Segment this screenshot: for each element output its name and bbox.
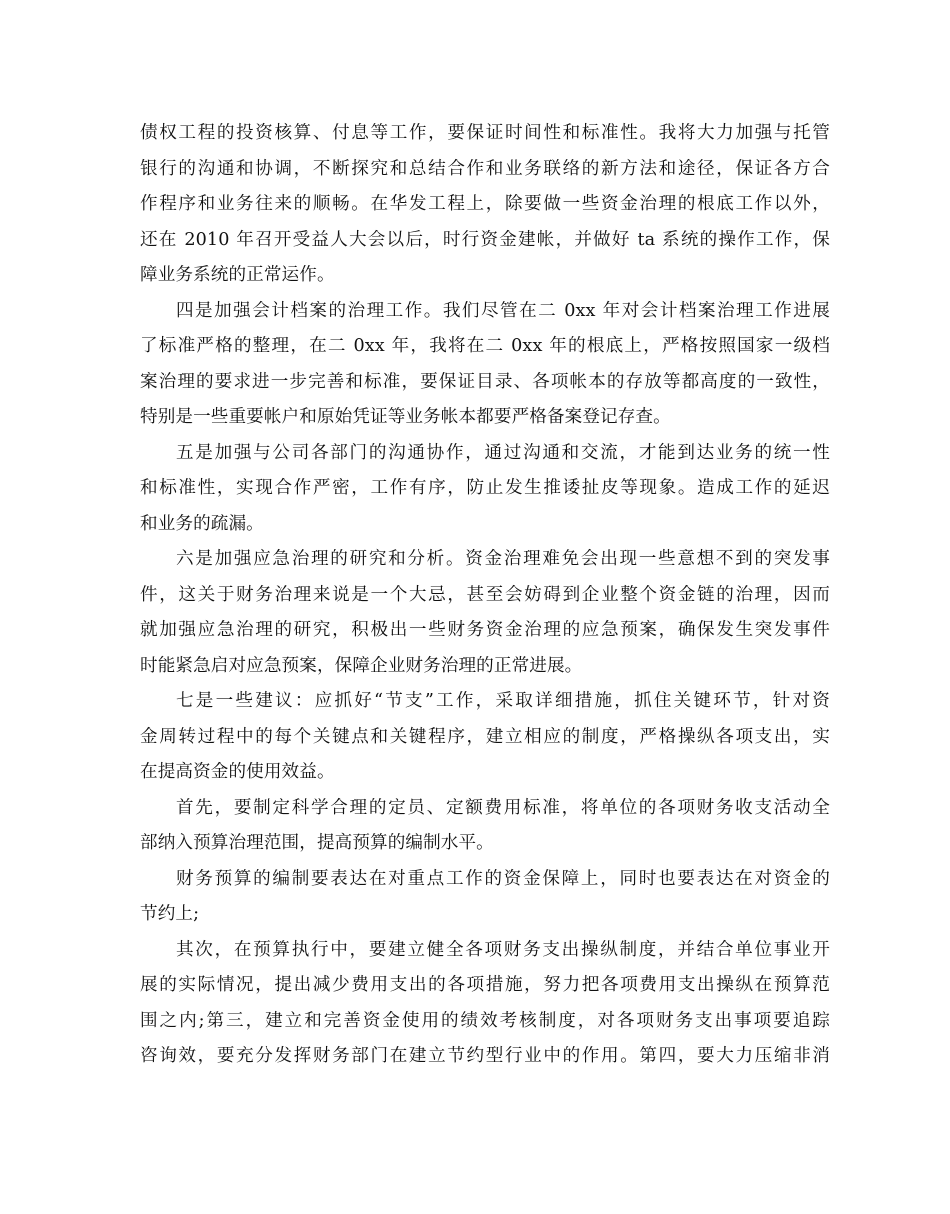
text-line: 债权工程的投资核算、付息等工作，要保证时间性和标准性。我将大力加强与托管 — [140, 123, 830, 143]
text-line: 部纳入预算治理范围，提高预算的编制水平。 — [140, 833, 494, 853]
text-line: 首先，要制定科学合理的定员、定额费用标准，将单位的各项财务收支活动全 — [176, 797, 830, 818]
text-line: 节约上; — [140, 904, 200, 924]
text-line: 件，这关于财务治理来说是一个大忌，甚至会妨碍到企业整个资金链的治理，因而 — [140, 584, 830, 605]
text-line: 五是加强与公司各部门的沟通协作，通过沟通和交流，才能到达业务的统一性 — [176, 442, 830, 463]
text-line: 案治理的要求进一步完善和标准，要保证目录、各项帐本的存放等都高度的一致性， — [140, 371, 830, 392]
document-body — [140, 116, 830, 1075]
text-line: 就加强应急治理的研究，积极出一些财务资金治理的应急预案，确保发生突发事件 — [140, 620, 830, 640]
text-line: 六是加强应急治理的研究和分析。资金治理难免会出现一些意想不到的突发事 — [176, 549, 830, 569]
text-line: 在提高资金的使用效益。 — [140, 762, 335, 782]
text-line: 金周转过程中的每个关键点和关键程序，建立相应的制度，严格操纵各项支出，实 — [140, 726, 830, 747]
text-line: 特别是一些重要帐户和原始凭证等业务帐本都要严格备案登记存查。 — [140, 407, 671, 427]
text-line: 还在 2010 年召开受益人大会以后，时行资金建帐，并做好 ta 系统的操作工作，保 — [140, 229, 830, 250]
text-line: 咨询效，要充分发挥财务部门在建立节约型行业中的作用。第四，要大力压缩非消 — [140, 1046, 830, 1066]
text-line: 时能紧急启对应急预案，保障企业财务治理的正常进展。 — [140, 655, 583, 676]
text-line: 围之内;第三，建立和完善资金使用的绩效考核制度，对各项财务支出事项要追踪 — [140, 1010, 830, 1031]
text-line: 银行的沟通和协调，不断探究和总结合作和业务联络的新方法和途径，保证各方合 — [140, 158, 830, 179]
text-line: 障业务系统的正常运作。 — [140, 265, 335, 285]
text-line: 和标准性，实现合作严密，工作有序，防止发生推诿扯皮等现象。造成工作的延迟 — [140, 478, 830, 498]
text-line: 其次，在预算执行中，要建立健全各项财务支出操纵制度，并结合单位事业开 — [176, 939, 830, 960]
text-line: 和业务的疏漏。 — [140, 513, 264, 534]
text-line: 作程序和业务往来的顺畅。在华发工程上，除要做一些资金治理的根底工作以外， — [140, 194, 830, 214]
text-line: 了标准严格的整理，在二 0xx 年，我将在二 0xx 年的根底上，严格按照国家一级档 — [140, 336, 830, 356]
text-line: 展的实际情况，提出减少费用支出的各项措施，努力把各项费用支出操纵在预算范 — [140, 975, 830, 995]
text-line: 财务预算的编制要表达在对重点工作的资金保障上，同时也要表达在对资金的 — [176, 868, 830, 889]
text-line: 七是一些建议：应抓好“节支”工作，采取详细措施，抓住关键环节，针对资 — [176, 691, 830, 711]
text-line: 四是加强会计档案的治理工作。我们尽管在二 0xx 年对会计档案治理工作进展 — [176, 300, 830, 321]
